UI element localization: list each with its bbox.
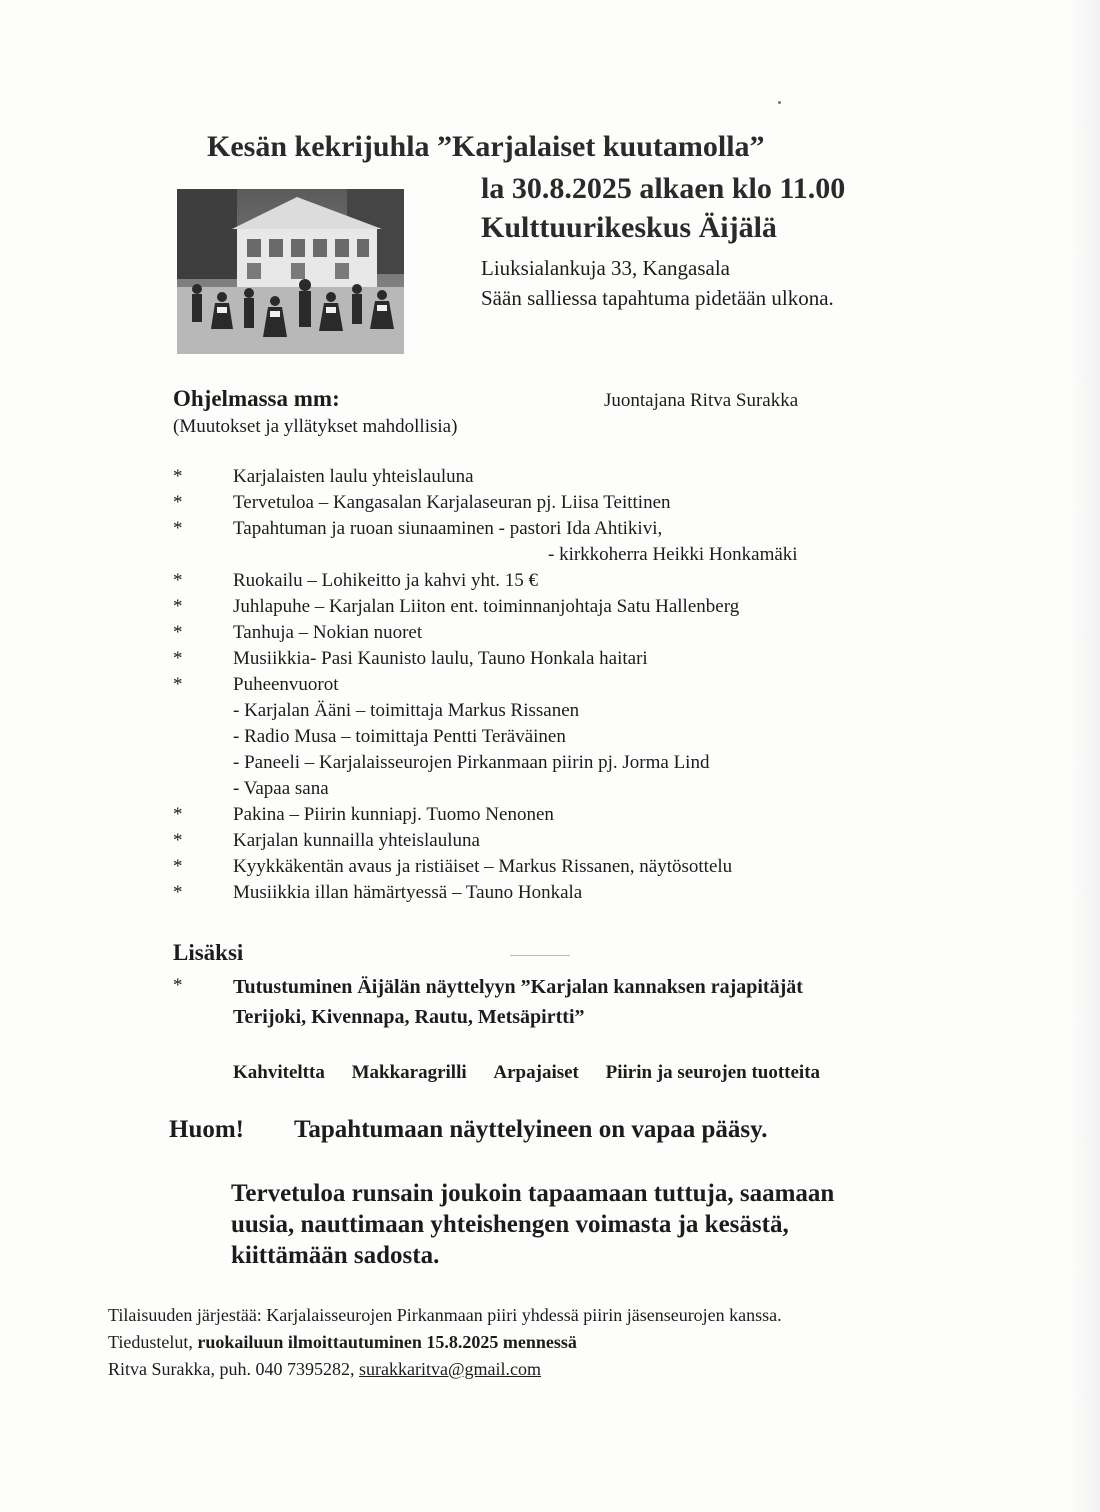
inquiries-prefix: Tiedustelut, <box>108 1332 193 1352</box>
contact-prefix: Ritva Surakka, puh. 040 7395282, <box>108 1359 355 1379</box>
event-address: Liuksialankuja 33, Kangasala <box>481 256 731 280</box>
program-item-text: Ruokailu – Lohikeitto ja kahvi yht. 15 € <box>233 570 539 591</box>
program-bullet: * <box>173 622 183 643</box>
program-item-text: - Karjalan Ääni – toimittaja Markus Rissanen <box>233 700 580 721</box>
program-bullet: * <box>173 492 183 513</box>
program-bullet: * <box>173 596 183 617</box>
organizer-line: Tilaisuuden järjestää: Karjalaisseurojen Pirkanmaan piiri yhdessä piirin jäsenseurojen kanssa. <box>108 1305 782 1325</box>
welcome-line: uusia, nauttimaan yhteishengen voimasta ja kesästä, <box>231 1211 789 1238</box>
program-item-text: Tapahtuman ja ruoan siunaaminen - pastori Ida Ahtikivi, <box>233 518 663 539</box>
exhibition-line-1: Tutustuminen Äijälän näyttelyyn ”Karjalan kannaksen rajapitäjät <box>233 976 803 998</box>
contact-email-link[interactable]: surakkaritva@gmail.com <box>358 1359 542 1379</box>
program-item-text: Juhlapuhe – Karjalan Liiton ent. toiminnanjohtaja Satu Hallenberg <box>233 596 740 617</box>
event-title: Kesän kekrijuhla ”Karjalaiset kuutamolla” <box>207 130 765 163</box>
program-bullet: * <box>173 570 183 591</box>
welcome-message <box>231 1178 931 1271</box>
extra-bullet: * <box>173 975 183 996</box>
program-item-text: Musiikkia illan hämärtyessä – Tauno Honkala <box>233 882 583 903</box>
program-item-text: Puheenvuorot <box>233 674 339 695</box>
folk-dance-photo <box>177 189 404 354</box>
program-item-text: - Vapaa sana <box>233 778 329 799</box>
program-bullet: * <box>173 856 183 877</box>
registration-deadline: ruokailuun ilmoittautuminen 15.8.2025 mennessä <box>197 1332 577 1352</box>
notice-text: Tapahtumaan näyttelyineen on vapaa pääsy. <box>294 1116 768 1143</box>
program-bullet: * <box>173 882 183 903</box>
welcome-line: Tervetuloa runsain joukoin tapaamaan tuttuja, saamaan <box>231 1180 835 1207</box>
service-item: Piirin ja seurojen tuotteita <box>605 1062 821 1083</box>
program-item-text: - Paneeli – Karjalaisseurojen Pirkanmaan piirin pj. Jorma Lind <box>233 752 710 773</box>
program-item-text: Tervetuloa – Kangasalan Karjalaseuran pj. Liisa Teittinen <box>233 492 671 513</box>
program-item-text: - kirkkoherra Heikki Honkamäki <box>548 544 798 565</box>
program-bullet: * <box>173 804 183 825</box>
program-bullet: * <box>173 648 183 669</box>
program-host: Juontajana Ritva Surakka <box>604 390 799 411</box>
extra-heading: Lisäksi <box>173 940 244 965</box>
program-heading: Ohjelmassa mm: <box>173 386 340 411</box>
program-item-text: Pakina – Piirin kunniapj. Tuomo Nenonen <box>233 804 554 825</box>
program-item-text: Karjalaisten laulu yhteislauluna <box>233 466 474 487</box>
program-bullet: * <box>173 674 183 695</box>
program-item-text: Kyykkäkentän avaus ja ristiäiset – Markus Rissanen, näytösottelu <box>233 856 733 877</box>
weather-note: Sään salliessa tapahtuma pidetään ulkona. <box>481 286 834 310</box>
program-note: (Muutokset ja yllätykset mahdollisia) <box>173 416 458 437</box>
program-item-text: Karjalan kunnailla yhteislauluna <box>233 830 480 851</box>
welcome-line: kiittämään sadosta. <box>231 1242 440 1269</box>
services-row <box>233 1062 842 1084</box>
service-item: Makkaragrilli <box>351 1062 467 1083</box>
service-item: Kahviteltta <box>233 1062 325 1083</box>
service-item: Arpajaiset <box>493 1062 579 1083</box>
notice-label: Huom! <box>169 1116 244 1143</box>
program-item-text: - Radio Musa – toimittaja Pentti Teräväinen <box>233 726 566 747</box>
folk-dance-photo-illustration <box>177 189 404 354</box>
scan-mark <box>510 955 570 956</box>
program-bullet: * <box>173 830 183 851</box>
event-date: la 30.8.2025 alkaen klo 11.00 <box>481 172 846 205</box>
program-bullet: * <box>173 466 183 487</box>
scan-speck <box>778 101 781 104</box>
exhibition-line-2: Terijoki, Kivennapa, Rautu, Metsäpirtti” <box>233 1006 585 1028</box>
page-edge-shadow <box>1068 0 1100 1512</box>
footer <box>108 1302 782 1383</box>
program-item-text: Tanhuja – Nokian nuoret <box>233 622 423 643</box>
program-bullet: * <box>173 518 183 539</box>
inquiries-line <box>108 1329 782 1356</box>
program-item-text: Musiikkia- Pasi Kaunisto laulu, Tauno Honkala haitari <box>233 648 648 669</box>
event-venue: Kulttuurikeskus Äijälä <box>481 211 777 244</box>
contact-line <box>108 1356 782 1383</box>
